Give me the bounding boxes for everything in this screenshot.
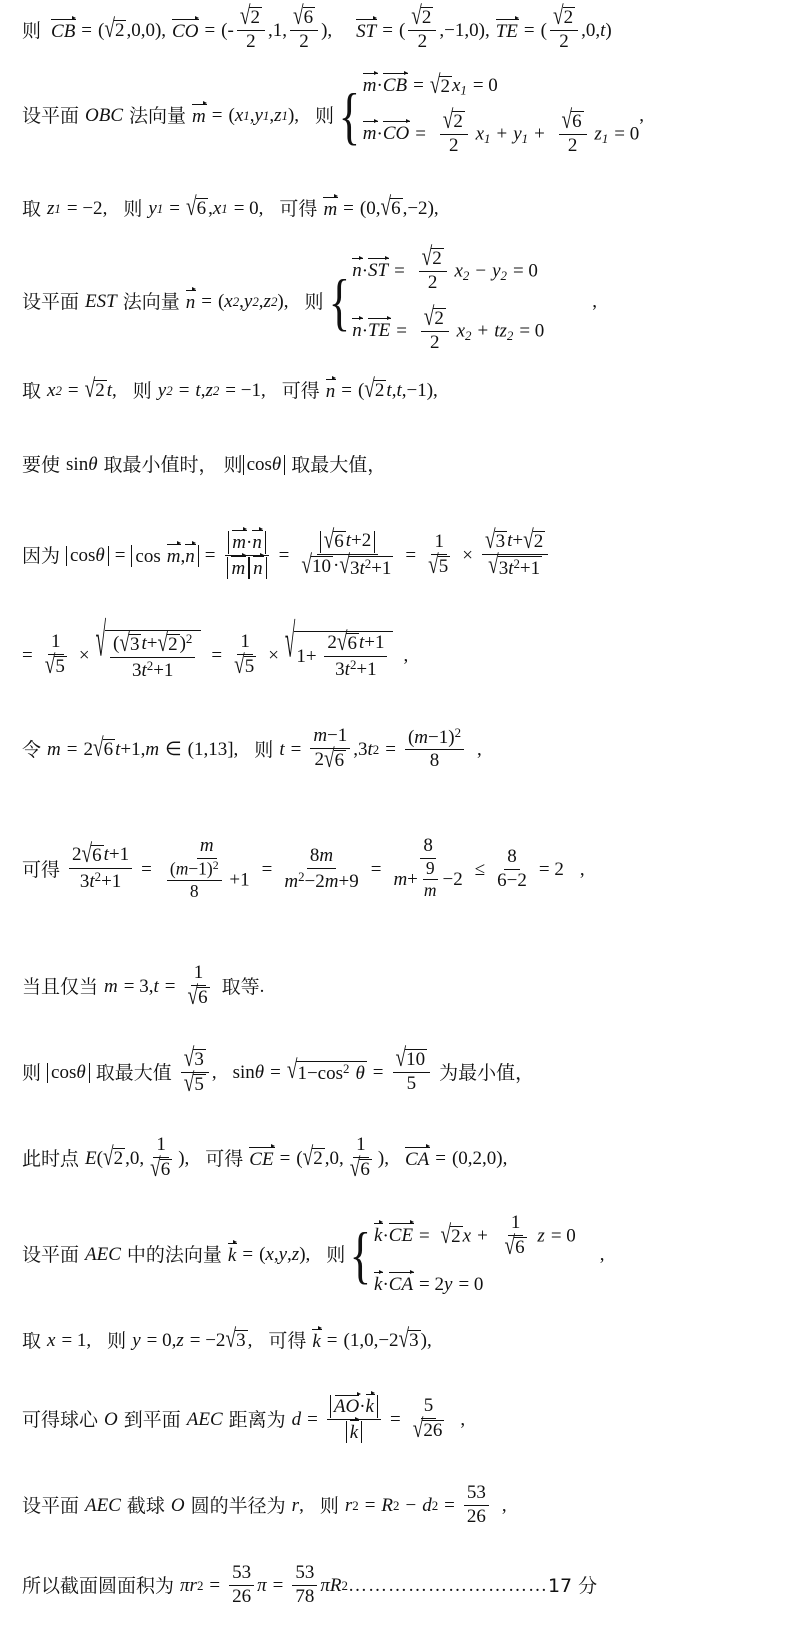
solution-line-17: 设平面 AEC 截球 O 圆的半径为 r , 则 r 2 = R 2 − d 2 = $\frac{53}{26}$ , [22, 1481, 507, 1527]
solution-line-16: 可得球心 O 到平面 AEC 距离为 d = $\frac{AO\cdot k}{k}$ = 5 √ 26 , [22, 1395, 466, 1444]
leader-dots: ………………………… [347, 1574, 548, 1596]
solution-line-12: 则 cosθ 取最大值 √ 3 √ 5 , sin θ = √ $1-\cos^2$ θ = √ 10 5 为最小值， [22, 1043, 535, 1098]
solution-line-6: 要使 sin θ 取最小值时， 则 cosθ 取最大值， [22, 453, 387, 476]
solution-line-4: 设平面 EST 法向量 n = ( x 2 , y 2 , z 2 ) , 则 { n·ST = √ 2 2 $x_2 - y_2 = 0$ n·TE = √ 2 2 $x_2 + tz_2 = 0$ , [22, 243, 598, 353]
solution-line-1: 则 CB = ( √ 2 ,0,0 ) , CO = (- √ 2 2 ,1, √ 6 2 ) , ST = ( √ 2 2 ,−1,0) , TE = ( √ 2 2 ,0, t ) [22, 2, 612, 52]
brace-icon: { [338, 80, 361, 152]
solution-line-9: 令 m = 2 √ 6 t +1, m ∈ ( 1,13 ] , 则 t = m−1 2 √ 6 ,3 t 2 = $\frac{(m-1)^2}{8}$ , [22, 724, 482, 774]
solution-line-10: 可得 2 √ 6 t+1 $3t^2+1$ = m $\frac{(m-1)^2}{8}$ +1 = $\frac{8m}{m^2-2m+9}$ = 8 m+ $\frac{9}{m}$ −2 ≤ $\frac{8}{6-2}$ = 2 , [22, 835, 585, 901]
solution-line-8: = 1 √ 5 × √ ( √ 3 t+ √ 2 )$^2$ $3t^2+1$ = 1 √ 5 × √ 1+ 2 √ 6 t+1 $3t^2+1$ , [22, 615, 409, 681]
solution-line-2: 设平面 OBC 法向量 m = ( x 1 , y 1 , z 1 ) , 则 { m·CB = √ 2 $x_1 = 0$ m·CO = √ 2 2 $x_1 + y_1$ + √ 6 2 $z_1 = 0$ , [22, 71, 644, 156]
brace-icon: { [328, 266, 350, 338]
solution-line-15: 取 x = 1 , 则 y = 0, z = −2 √ 3 , 可得 k = ( 1,0,−2 √ 3 ) , [22, 1325, 432, 1354]
solution-line-13: 此时点 E ( √ 2 ,0, 1 √ 6 ) , 可得 CE = ( √ 2 ,0, 1 √ 6 ) , CA = (0,2,0) , [22, 1134, 508, 1183]
solution-line-11: 当且仅当 m = 3, t = 1 √ 6 取等 . [22, 962, 265, 1011]
solution-line-3: 取 z 1 = −2 , 则 y 1 = √ 6 , x 1 = 0 , 可得 m = ( 0, √ 6 ,−2 ) , [22, 193, 439, 222]
brace-icon: { [349, 1219, 372, 1291]
score-label: 17 分 [547, 1574, 598, 1597]
solution-line-14: 设平面 AEC 中的法向量 k = ( x , y , z ) , 则 { k·CE = √ 2 x + 1 √ 6 z = 0 k·CA = 2y = 0 , [22, 1211, 605, 1296]
solution-line-7: 因为 cosθ = cos m,n = $\frac{m\cdot n}{\text{m n}}$ = √ 6 t+2 √ 10 · √ $3t^2+1$ = 1 √ 5 × √ 3 t+ √ 2 √ $3t^2+1$ [0, 504, 800, 608]
solution-line-5: 取 x 2 = √ 2 t , 则 y 2 = t , z 2 = −1 , 可得 n = ( √ 2 t , t ,−1 ) , [22, 375, 438, 404]
solution-line-18: 所以截面圆面积为 πr 2 = $\frac{53}{26}$ π = $\frac{53}{78}$ πR 2 ………………………… 17 分 [22, 1561, 598, 1607]
